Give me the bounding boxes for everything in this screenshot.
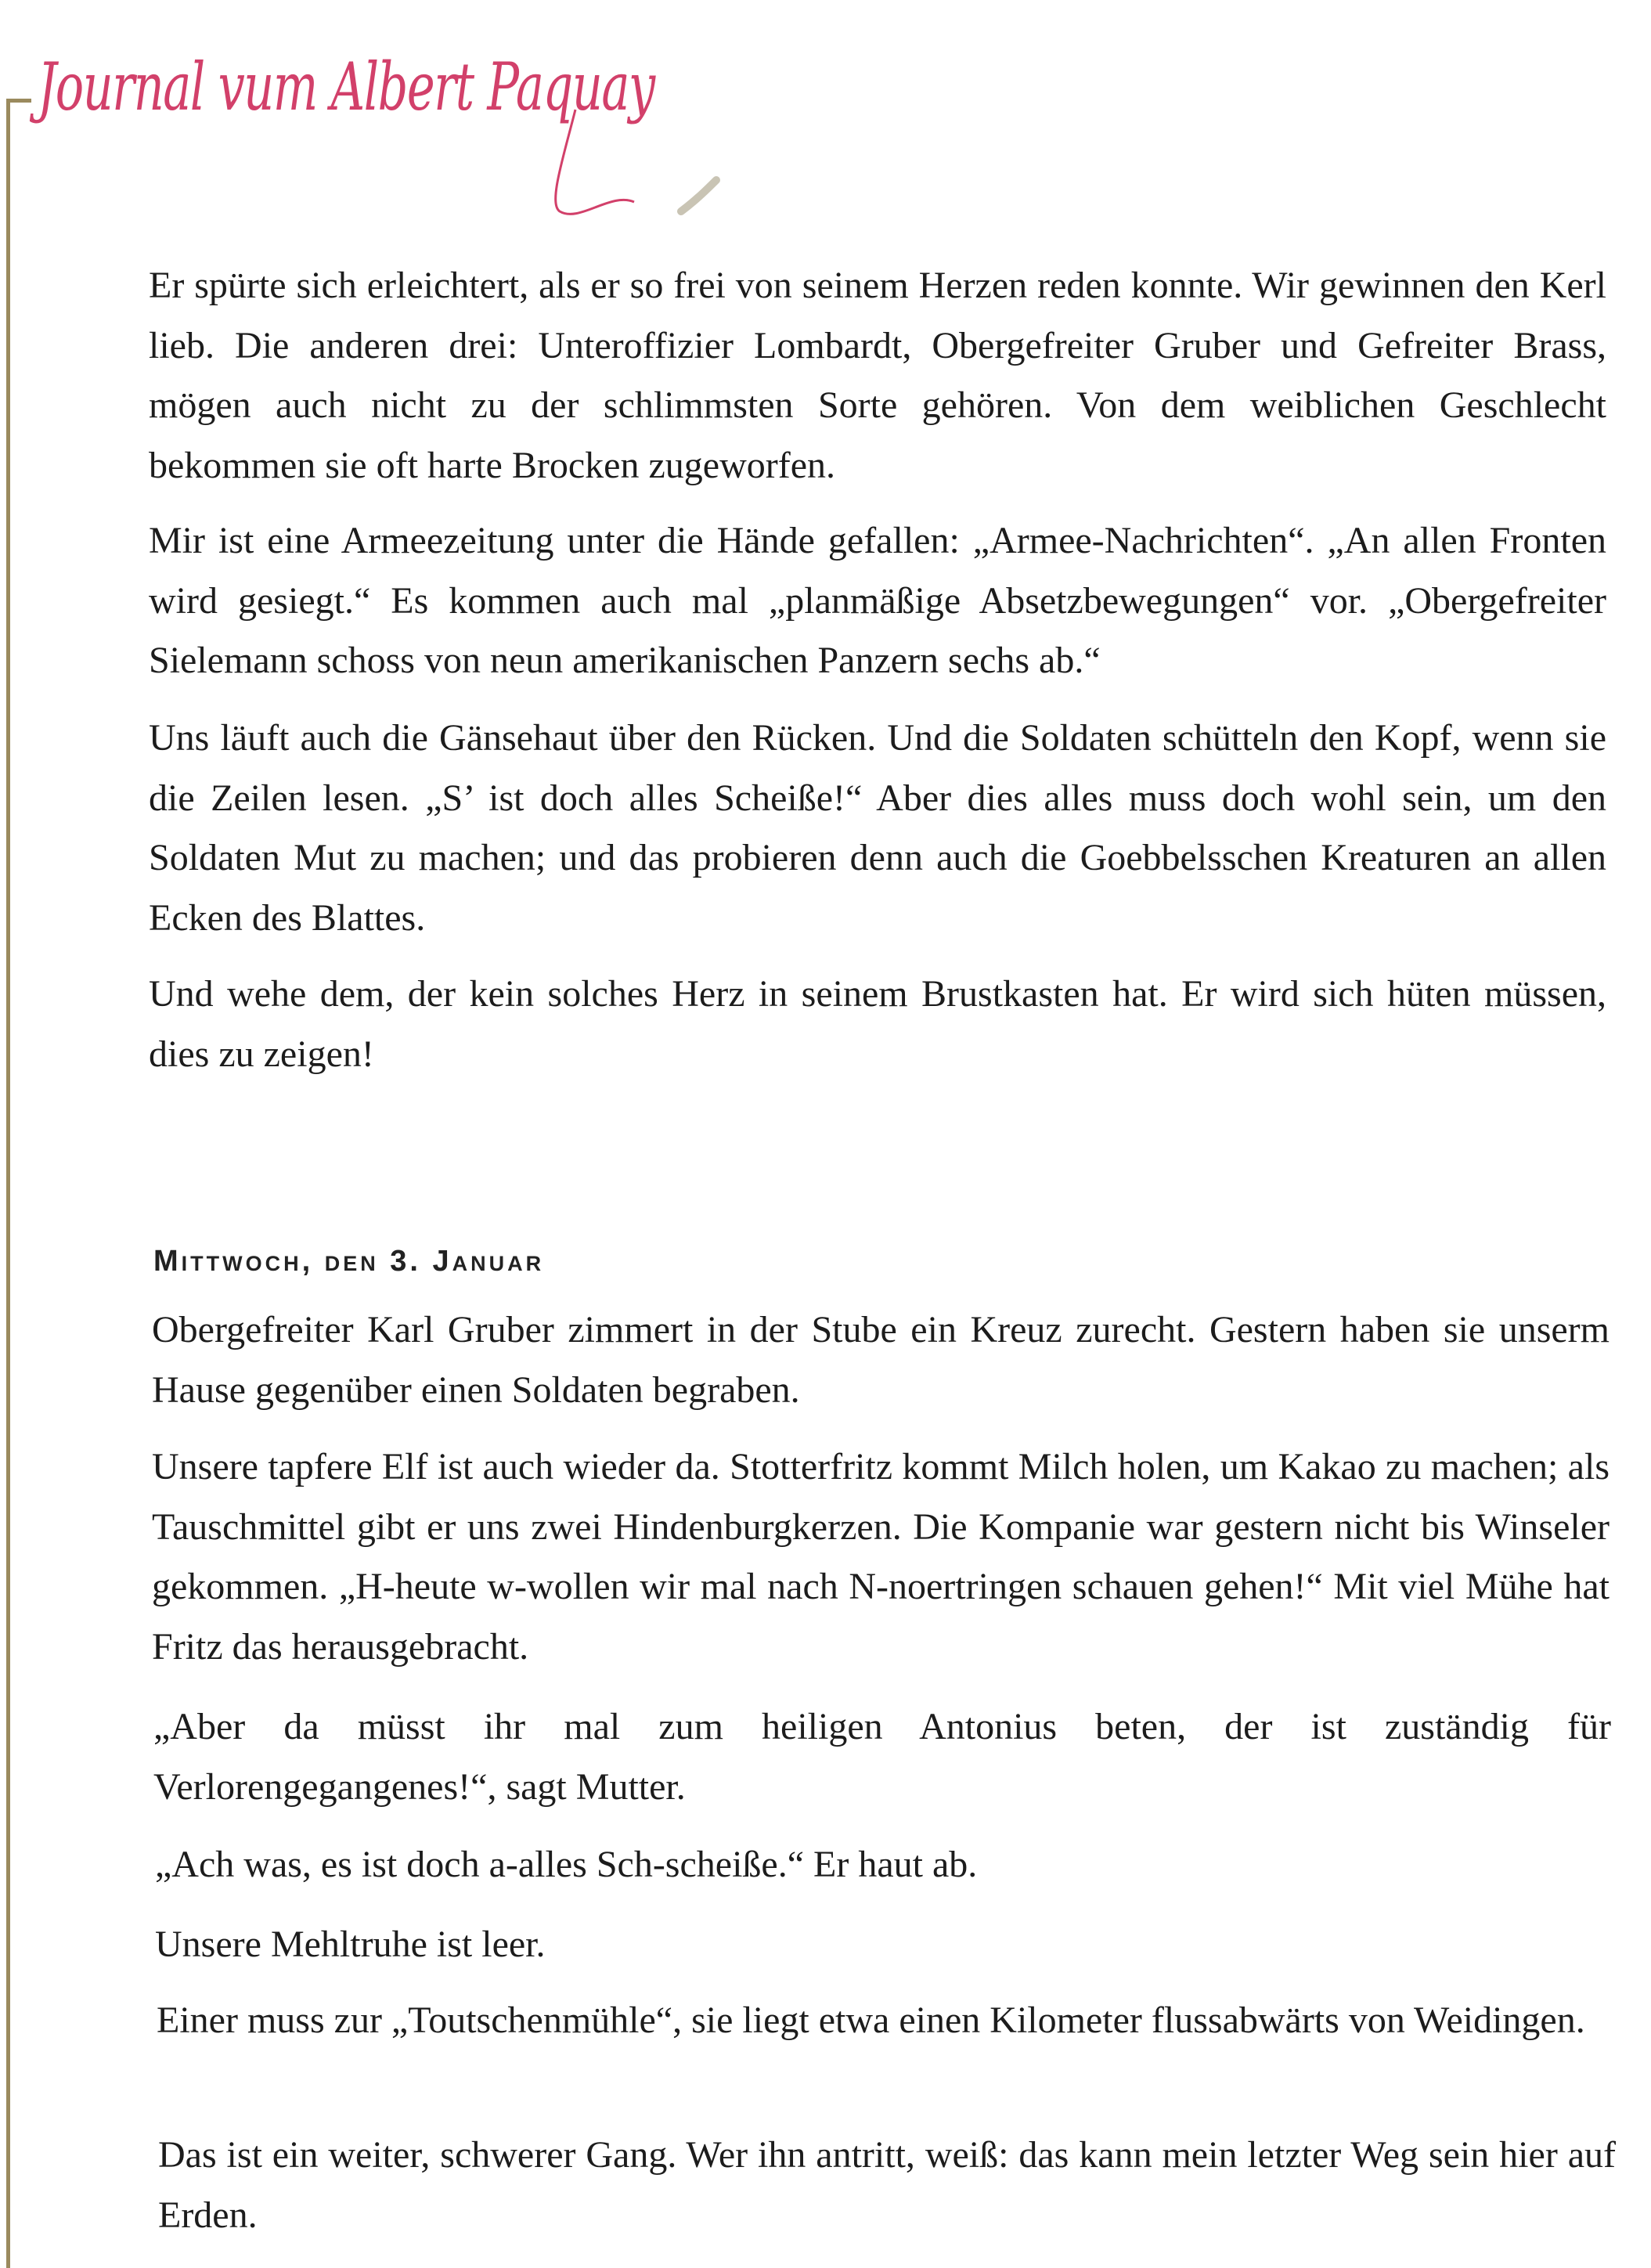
- paragraph: Uns läuft auch die Gänsehaut über den Rücken. Und die Soldaten schütteln den Kopf, wenn sie die Zeilen lesen. „S’ ist doch alles Scheiße!“ Aber dies alles muss doch wohl sein, um den Soldaten Mut zu machen; und das probieren denn auch die Goebbelsschen Kreaturen an allen Ecken des Blattes.: [149, 717, 1606, 939]
- journal-title: Journal vum Albert Paquay: [38, 49, 654, 125]
- paragraph: Unsere tapfere Elf ist auch wieder da. Stotterfritz kommt Milch holen, um Kakao zu machen; als Tauschmittel gibt er uns zwei Hindenburgkerzen. Die Kompanie war gestern nicht bis Winseler gekommen. „H-heute w-wollen wir mal nach N-noertringen schauen gehen!“ Mit viel Mühe hat Fritz das herausgebracht.: [152, 1446, 1610, 1668]
- paragraph: Unsere Mehltruhe ist leer.: [155, 1924, 546, 1965]
- paragraph: Das ist ein weiter, schwerer Gang. Wer ihn antritt, weiß: das kann mein letzter Weg sein hier auf Erden.: [158, 2134, 1616, 2236]
- title-swash-ornament: [0, 0, 783, 235]
- paragraph: „Ach was, es ist doch a-alles Sch-scheiße.“ Er haut ab.: [155, 1844, 978, 1885]
- paragraph: Mir ist eine Armeezeitung unter die Hände gefallen: „Armee-Nachrichten“. „An allen Fronten wird gesiegt.“ Es kommen auch mal „planmäßige Absetzbewegungen“ vor. „Obergefreiter Sielemann schoss von neun amerikanischen Panzern sechs ab.“: [149, 520, 1606, 681]
- paragraph: Und wehe dem, der kein solches Herz in seinem Brustkasten hat. Er wird sich hüten müssen, dies zu zeigen!: [149, 973, 1606, 1075]
- entry-date-heading: Mittwoch, den 3. Januar: [153, 1245, 545, 1278]
- paragraph: Er spürte sich erleichtert, als er so frei von seinem Herzen reden konnte. Wir gewinnen den Kerl lieb. Die anderen drei: Unteroffizier Lombardt, Obergefreiter Gruber und Gefreiter Brass, mögen auch nicht zu der schlimmsten Sorte gehören. Von dem weiblichen Geschlecht bekommen sie oft harte Brocken zugeworfen.: [149, 265, 1606, 486]
- paragraph: Einer muss zur „Toutschenmühle“, sie liegt etwa einen Kilometer flussabwärts von Weidingen.: [157, 1999, 1585, 2041]
- paragraph: „Aber da müsst ihr mal zum heiligen Antonius beten, der ist zuständig für Verlorengegangenes!“, sagt Mutter.: [153, 1706, 1611, 1808]
- paragraph: Obergefreiter Karl Gruber zimmert in der Stube ein Kreuz zurecht. Gestern haben sie unserm Hause gegenüber einen Soldaten begraben.: [152, 1309, 1610, 1411]
- page-frame-vertical-rule: [6, 99, 10, 2268]
